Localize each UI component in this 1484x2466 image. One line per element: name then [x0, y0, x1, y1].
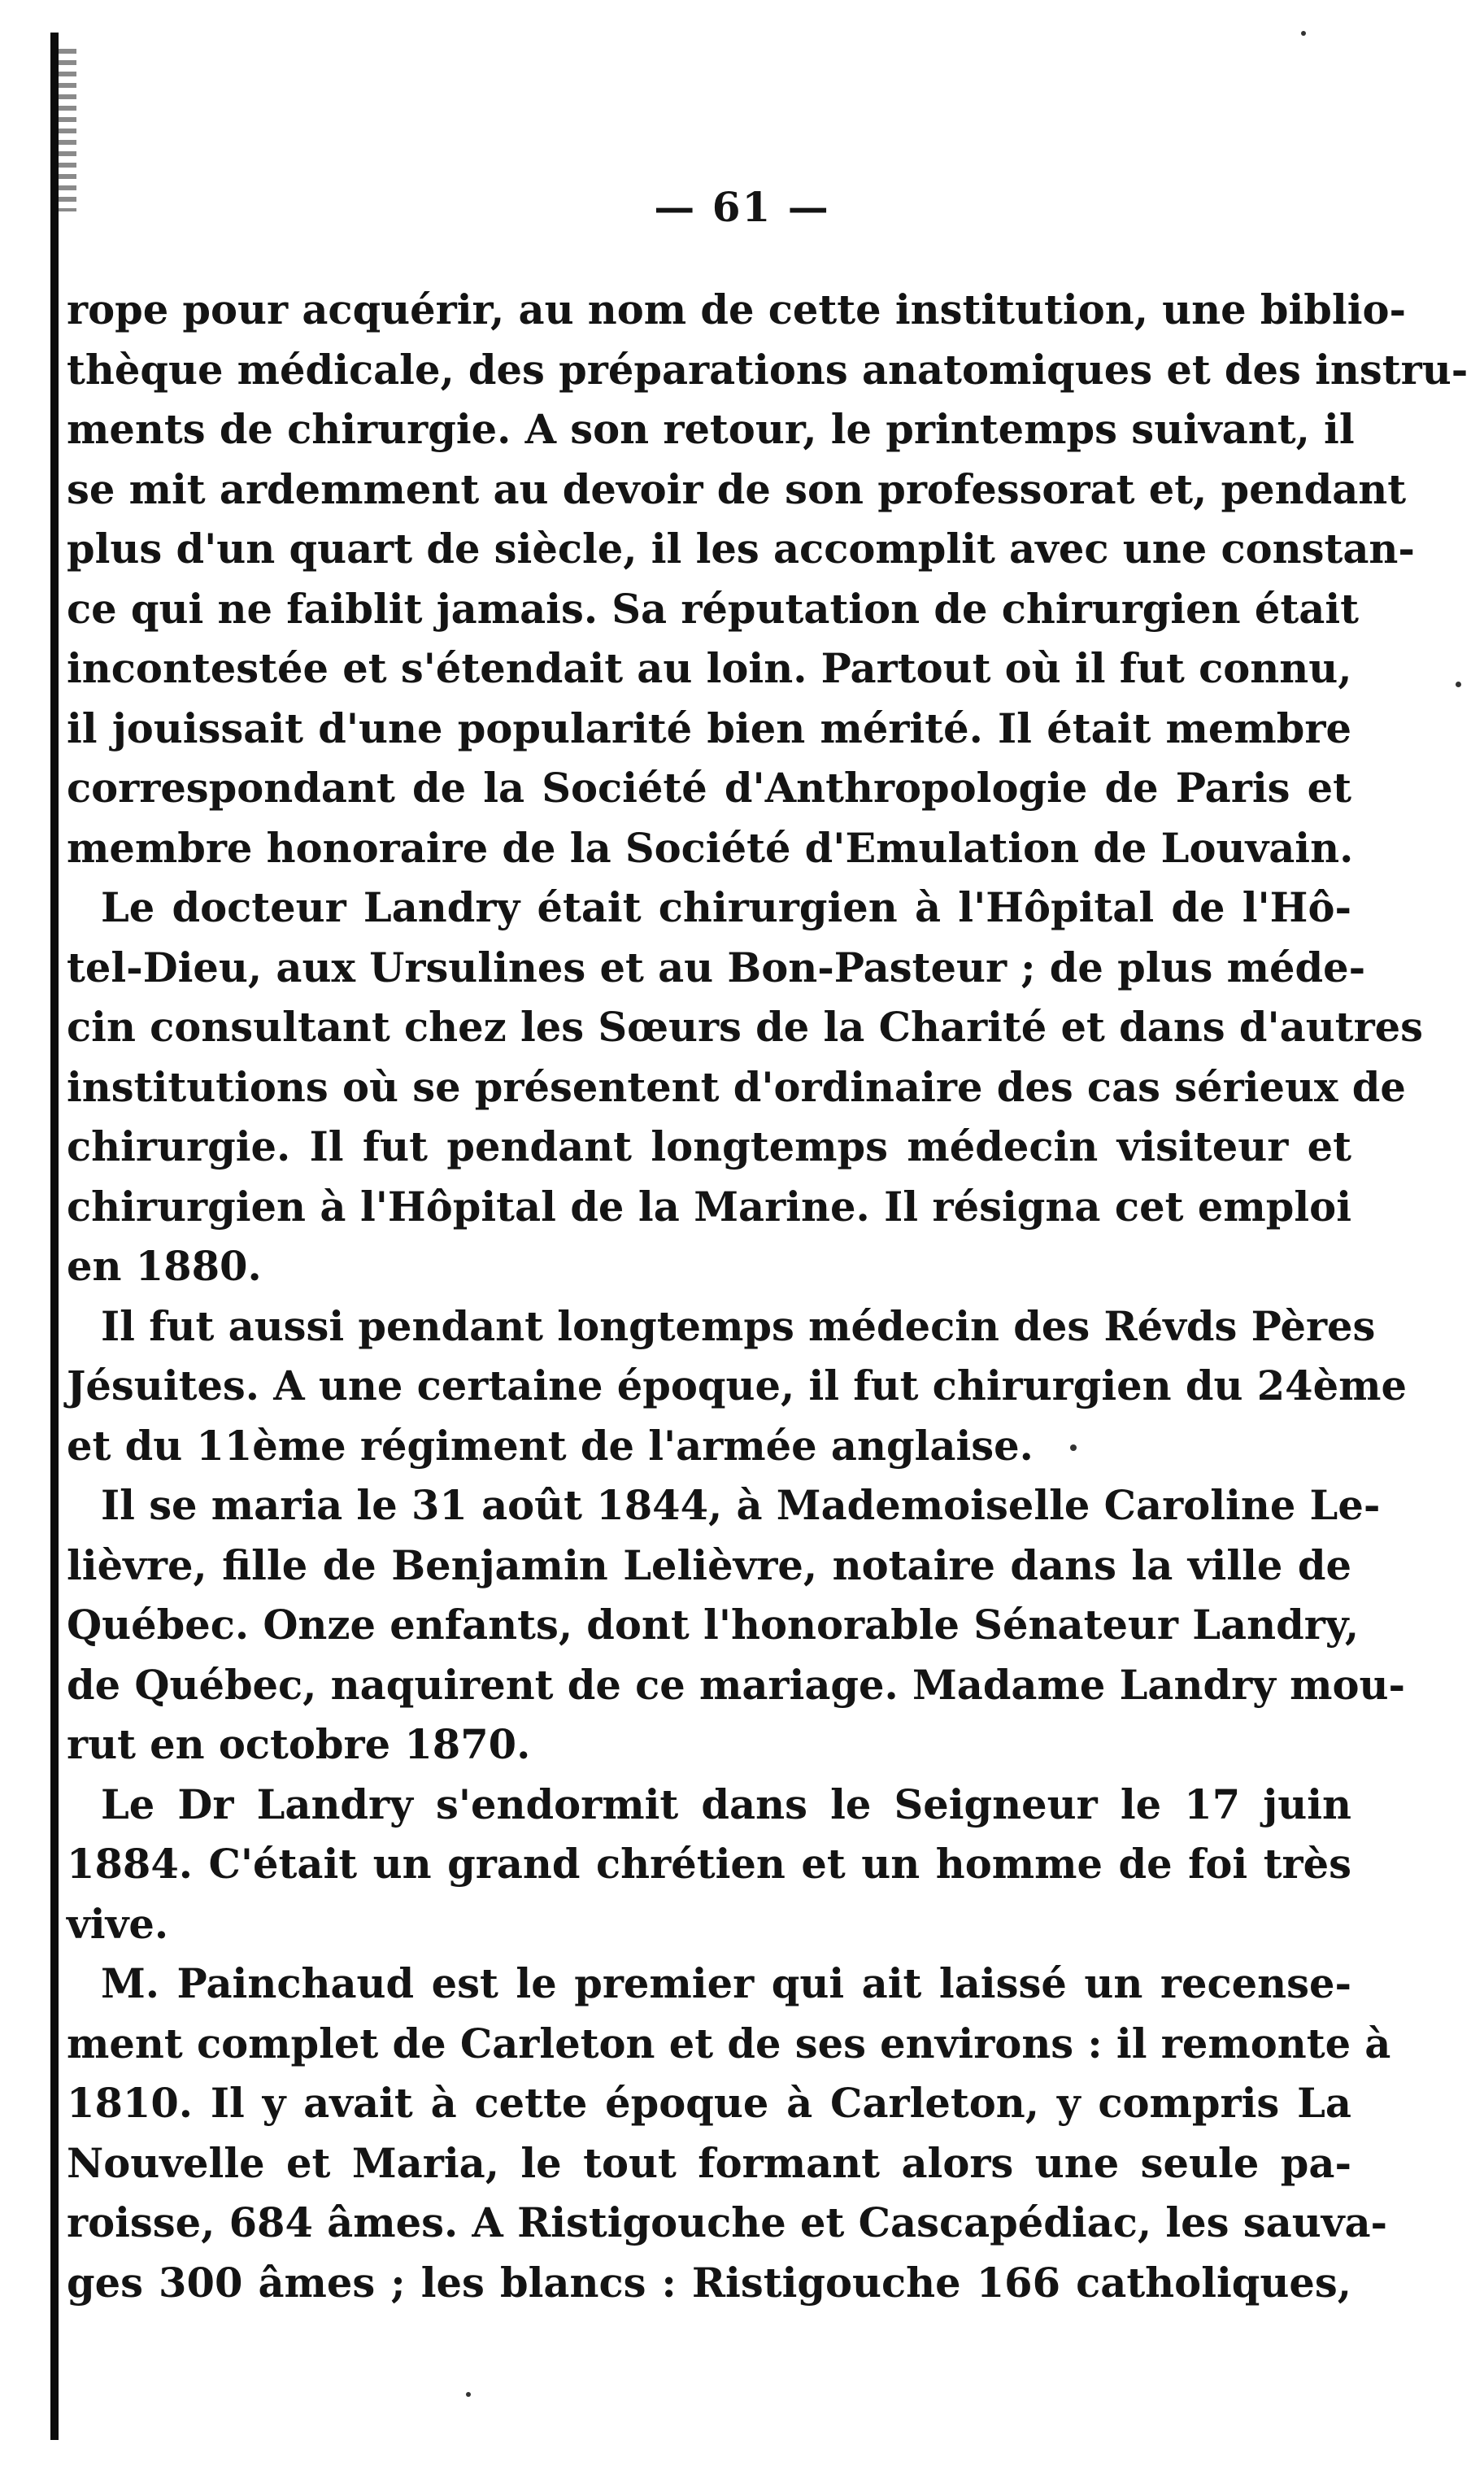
text-line: en 1880. — [67, 1243, 262, 1290]
text-line: ce qui ne faiblit jamais. Sa réputation de chirurgien était — [67, 585, 1360, 633]
text-line: thèque médicale, des préparations anatomiques et des instru- — [67, 346, 1469, 394]
text-line: ment complet de Carleton et de ses environs : il remonte à — [67, 2019, 1391, 2067]
text-line: il jouissait d'une popularité bien mérité. Il était membre — [67, 704, 1351, 752]
text-line: se mit ardemment au devoir de son professorat et, pendant — [67, 465, 1407, 513]
text-line: M. Painchaud est le premier qui ait laissé un recense- — [101, 1960, 1351, 2007]
text-line: membre honoraire de la Société d'Emulation de Louvain. — [67, 824, 1354, 872]
dust-speck — [466, 2392, 471, 2397]
text-line: 1810. Il y avait à cette époque à Carleton, y compris La — [67, 2080, 1351, 2127]
text-line: incontestée et s'étendait au loin. Partout où il fut connu, — [67, 645, 1352, 692]
text-line: rope pour acquérir, au nom de cette institution, une biblio- — [67, 286, 1407, 333]
text-line: ges 300 âmes ; les blancs : Ristigouche 166 catholiques, — [67, 2259, 1351, 2307]
text-line: chirurgie. Il fut pendant longtemps médecin visiteur et — [67, 1123, 1351, 1170]
text-line: ments de chirurgie. A son retour, le printemps suivant, il — [67, 406, 1355, 453]
text-line: Il se maria le 31 août 1844, à Mademoiselle Caroline Le- — [101, 1482, 1381, 1529]
text-line: plus d'un quart de siècle, il les accomplit avec une constan- — [67, 525, 1415, 573]
text-line: lièvre, fille de Benjamin Lelièvre, notaire dans la ville de — [67, 1541, 1351, 1589]
text-line: Québec. Onze enfants, dont l'honorable Sénateur Landry, — [67, 1601, 1360, 1649]
text-line: et du 11ème régiment de l'armée anglaise. — [67, 1422, 1034, 1470]
text-line: Le docteur Landry était chirurgien à l'Hôpital de l'Hô- — [101, 884, 1351, 931]
text-line: rut en octobre 1870. — [67, 1721, 531, 1768]
text-line: cin consultant chez les Sœurs de la Charité et dans d'autres — [67, 1004, 1424, 1051]
dust-speck — [1456, 682, 1461, 687]
text-line: Il fut aussi pendant longtemps médecin des Révds Pères — [101, 1302, 1376, 1350]
text-line: Le Dr Landry s'endormit dans le Seigneur le 17 juin — [101, 1780, 1351, 1828]
page-binding-edge — [50, 33, 59, 2440]
text-line: correspondant de la Société d'Anthropologie de Paris et — [67, 765, 1351, 812]
text-line: 1884. C'était un grand chrétien et un homme de foi très — [67, 1841, 1351, 1888]
text-line: roisse, 684 âmes. A Ristigouche et Cascapédiac, les sauva- — [67, 2199, 1388, 2246]
body-text — [67, 281, 1469, 2313]
text-line: chirurgien à l'Hôpital de la Marine. Il résigna cet emploi — [67, 1183, 1351, 1231]
text-line: de Québec, naquirent de ce mariage. Madame Landry mou- — [67, 1661, 1406, 1709]
text-line: Nouvelle et Maria, le tout formant alors une seule pa- — [67, 2139, 1351, 2187]
text-line: institutions où se présentent d'ordinaire des cas sérieux de — [67, 1063, 1406, 1111]
page-number: — 61 — — [654, 183, 830, 231]
text-line: tel-Dieu, aux Ursulines et au Bon-Pasteur ; de plus méde- — [67, 943, 1366, 991]
text-line: Jésuites. A une certaine époque, il fut chirurgien du 24ème — [67, 1362, 1407, 1409]
text-line: vive. — [67, 1900, 169, 1948]
dust-speck — [1301, 31, 1306, 36]
